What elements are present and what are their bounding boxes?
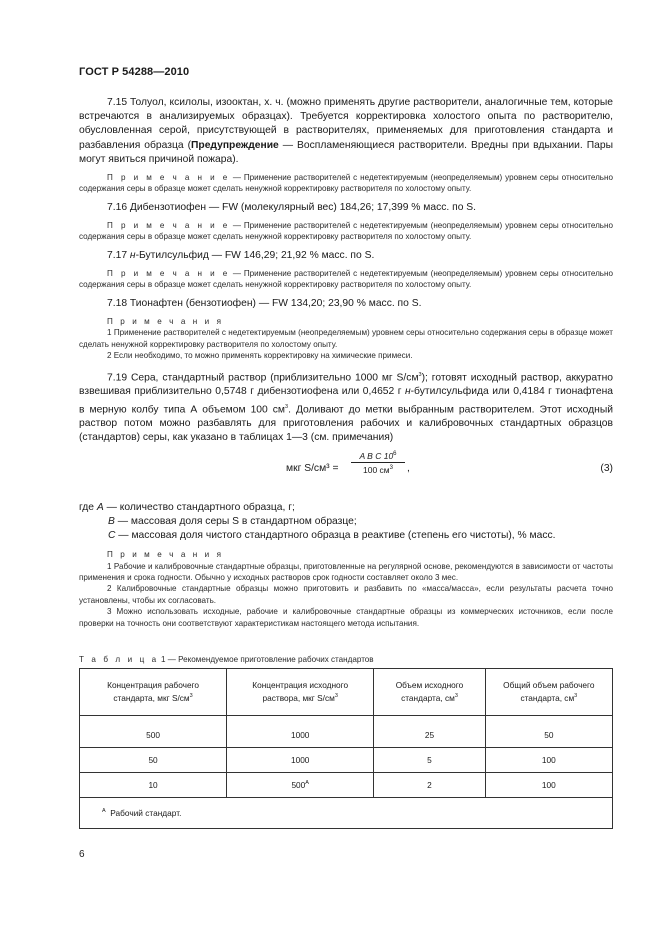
formula-fraction [351,451,405,475]
table-cell: 5 [374,748,485,773]
table-cell: 1000 [227,716,374,748]
page-number: 6 [79,849,85,860]
formula-number: (3) [600,462,613,474]
formula-denominator: 100 $см^3$ [363,464,393,475]
where-b: B — массовая доля серы S в стандартном образце; [108,515,357,527]
note-item: 2 Если необходимо, то можно применять корректировку на химические примеси. [107,351,413,361]
table-footnote-row [80,798,613,829]
formula-lhs: мкг S/см³ = [286,462,339,474]
table-header: Общий объем рабочего стандарта, $см^3$ [485,669,612,716]
page-content [79,96,613,829]
where-c: C — массовая доля чистого стандартного образца в реактиве (степень его чистоты), % масс. [108,529,556,541]
formula-numerator: A B C $10^6$ [351,451,405,463]
table-header-row [80,669,613,716]
section-7-16: 7.16 Дибензотиофен — FW (молекулярный вес) 184,26; 17,399 % масс. по S. [107,201,477,213]
notes-heading: П р и м е ч а н и я [107,550,224,560]
table-row [80,716,613,748]
note-item: 1 Рабочие и калибровочные стандартные образцы, приготовленные на регулярной основе, рекомендуются в зависимости от частоты применения и срока годности. Обычно у исходных растворов срок годности составляет около 3 мес. [79,561,613,582]
section-7-19: 7.19 Сера, стандартный раствор (приблизительно 1000 мг $S/см^3$); готовят исходный раствор, аккуратно взвешивая приблизительно 0,5748 г дибензотиофена или 0,4652 г н-бутилсульфида или 0,4184 г тионафтена в мерную колбу типа А объемом 100 $см^3$. Доливают до метки выбранным растворителем. Этот исходный раствор потом можно разбавлять для приготовления рабочих и калибровочных стандартных образцов (стандартов) серы, как указано в таблицах 1—3 (см. примечания) [79,371,613,444]
note-7-16: П р и м е ч а н и е — Применение растворителей с недетектируемым (неопределяемым) уровнем серы относительно содержания серы в образце может сделать ненужной корректировку растворителя по холостому опыту. [79,221,613,242]
table-caption: Т а б л и ц а 1 — Рекомендуемое приготовление рабочих стандартов [79,655,374,664]
document-header: ГОСТ Р 54288—2010 [79,66,190,78]
table-cell: 10 [80,773,227,798]
table-header: Концентрация исходного раствора, мкг $S/см^3$ [227,669,374,716]
section-7-15: 7.15 Толуол, ксилолы, изооктан, х. ч. (можно применять другие растворители, аналогичные тем, которые встречаются в анализируемых образцах). Требуется корректировка холостого опыта по растворителю, обусловленная серой, присутствующей в растворителях, применяемых для приготовления стандарта и разбавления образца (Предупреждение — Воспламеняющиеся растворители. Вредны при вдыхании. Пары могут явиться причиной пожара). [79,97,613,165]
table-cell: 1000 [227,748,374,773]
note-item: 3 Можно использовать исходные, рабочие и калибровочные стандартные образцы из коммерческих источников, если после проверки на точность они соответствуют характеристикам настоящего метода испытания. [79,607,613,628]
table-cell: 100 [485,748,612,773]
warning-label: Предупреждение [191,139,279,151]
table-footnote: $^A$ Рабочий стандарт. [80,798,613,829]
table-cell: $500^A$ [227,773,374,798]
note-7-17: П р и м е ч а н и е — Применение растворителей с недетектируемым (неопределяемым) уровнем серы относительно содержания серы в образце может сделать ненужной корректировку растворителя по холостому опыту. [79,269,613,290]
table-header: Концентрация рабочего стандарта, мкг $S/см^3$ [80,669,227,716]
section-7-17: 7.17 н-Бутилсульфид — FW 146,29; 21,92 % масс. по S. [107,249,375,261]
where-a: где A — количество стандартного образца, г; [79,501,295,513]
section-7-18: 7.18 Тионафтен (бензотиофен) — FW 134,20; 23,90 % масс. по S. [107,297,422,309]
table-row [80,773,613,798]
note-item: 2 Калибровочные стандартные образцы можно приготовить и разбавить по «масса/масса», если результаты расчета точно установлены, чтобы их согласовать. [79,584,613,605]
notes-heading: П р и м е ч а н и я [107,317,224,327]
table-cell: 25 [374,716,485,748]
table-header: Объем исходного стандарта, $см^3$ [374,669,485,716]
table-cell: 50 [485,716,612,748]
note-item: 1 Применение растворителей с недетектируемым (неопределяемым) уровнем серы относительно содержания серы в образце может сделать ненужной корректировку растворителя по холостому опыту. [79,328,613,349]
note-7-15: П р и м е ч а н и е — Применение растворителей с недетектируемым (неопределяемым) уровнем серы относительно содержания серы в образце может сделать ненужной корректировку растворителя по холостому опыту. [79,173,613,194]
table-row [80,748,613,773]
formula-3: мкг S/см³ = A B C $10^6$ 100 $см^3$ , (3) [286,450,613,475]
table-cell: 2 [374,773,485,798]
table-cell: 100 [485,773,612,798]
standards-table [79,668,613,829]
table-cell: 50 [80,748,227,773]
table-cell: 500 [80,716,227,748]
